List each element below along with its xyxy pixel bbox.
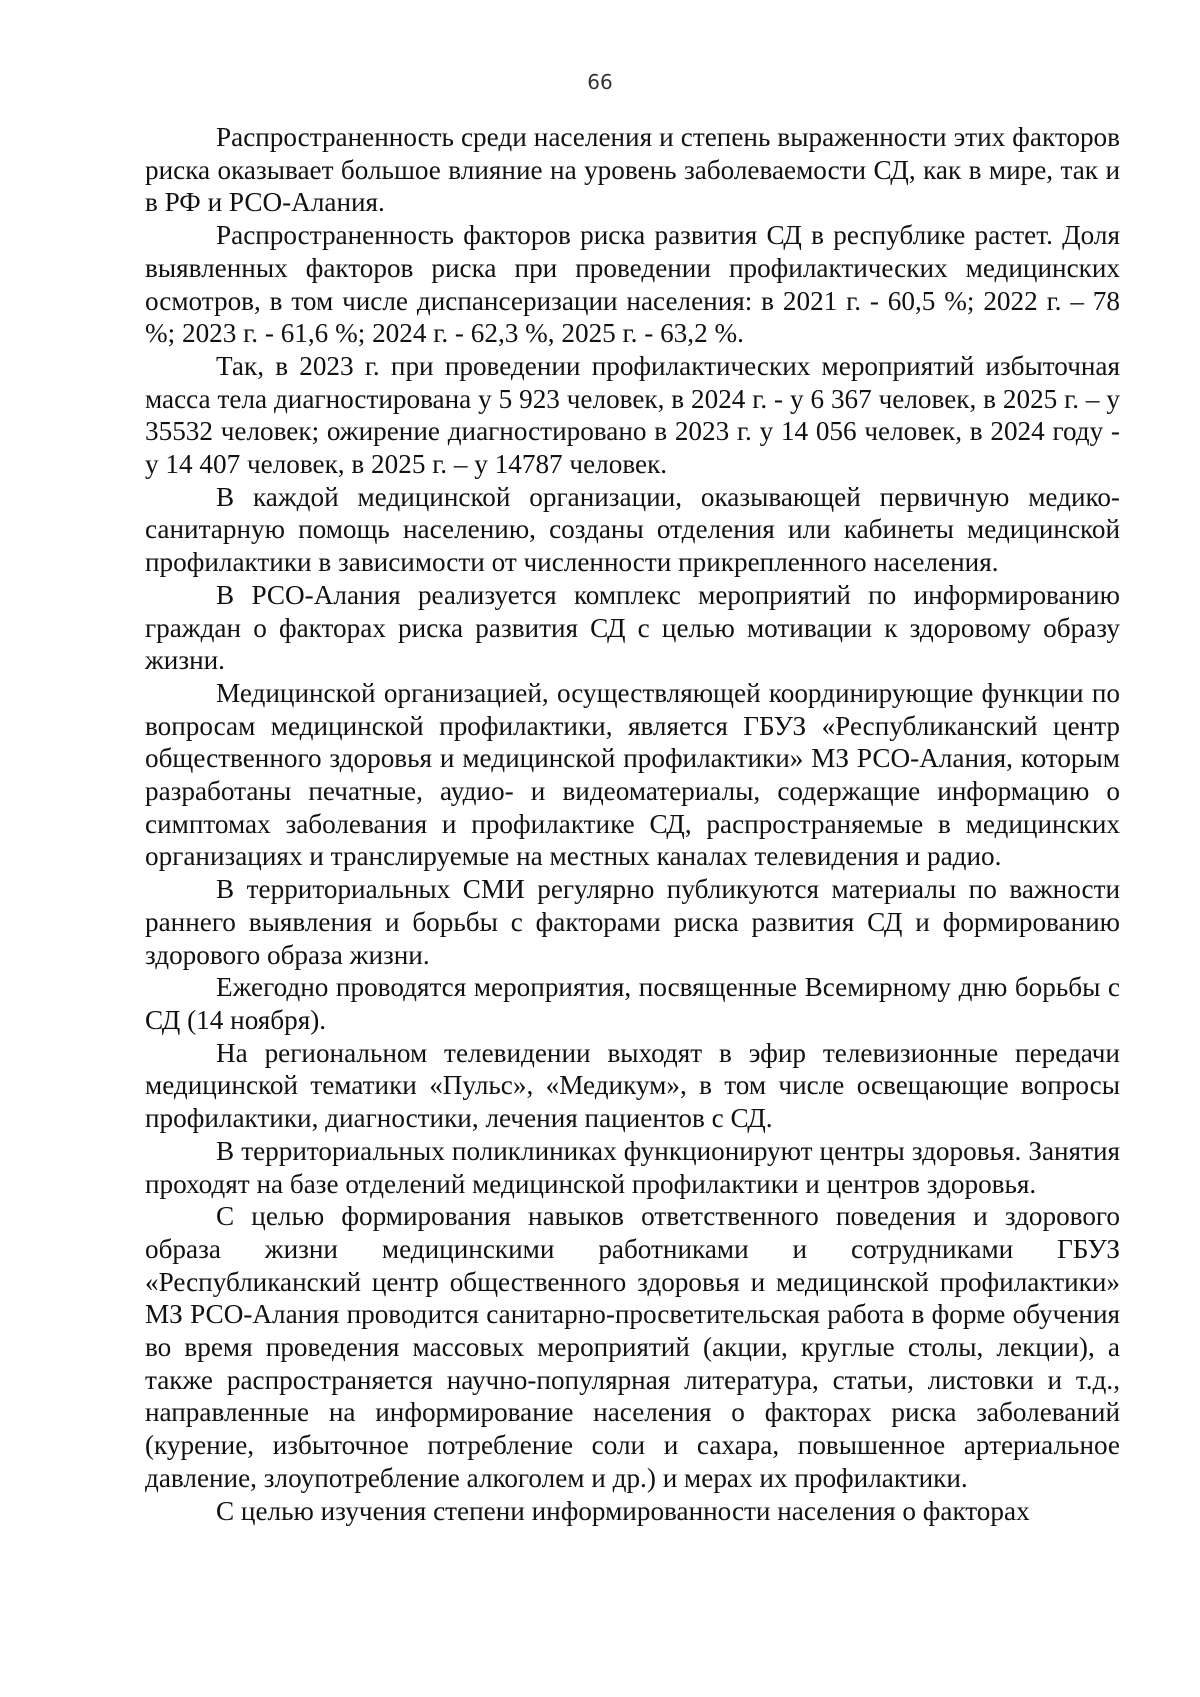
- paragraph-5: В РСО-Алания реализуется комплекс мероприятий по информированию граждан о факторах риска развития СД с целью мотивации к здоровому образу жизни.: [145, 579, 1120, 676]
- paragraph-11: С целью формирования навыков ответственного поведения и здорового образа жизни медицинскими работниками и сотрудниками ГБУЗ «Республиканский центр общественного здоровья и медицинской профилактики» МЗ РСО-Алания проводится санитарно-просветительская работа в форме обучения во время проведения массовых мероприятий (акции, круглые столы, лекции), а также распространяется научно-популярная литература, статьи, листовки и т.д., направленные на информирование населения о факторах риска заболеваний (курение, избыточное потребление соли и сахара, повышенное артериальное давление, злоупотребление алкоголем и др.) и мерах их профилактики.: [145, 1201, 1120, 1493]
- paragraph-1: Распространенность среди населения и степень выраженности этих факторов риска оказывает большое влияние на уровень заболеваемости СД, как в мире, так и в РФ и РСО-Алания.: [145, 122, 1120, 218]
- page-number: 66: [587, 70, 613, 94]
- paragraph-2: Распространенность факторов риска развития СД в республике растет. Доля выявленных факторов риска при проведении профилактических медицинских осмотров, в том числе диспансеризации населения: в 2021 г. - 60,5 %; 2022 г. – 78 %; 2023 г. - 61,6 %; 2024 г. - 62,3 %, 2025 г. - 63,2 %.: [145, 220, 1120, 349]
- paragraph-9: На региональном телевидении выходят в эфир телевизионные передачи медицинской тематики «Пульс», «Медикум», в том числе освещающие вопросы профилактики, диагностики, лечения пациентов с СД.: [145, 1037, 1120, 1134]
- paragraph-4: В каждой медицинской организации, оказывающей первичную медико-санитарную помощь населению, созданы отделения или кабинеты медицинской профилактики в зависимости от численности прикрепленного населения.: [145, 481, 1120, 578]
- paragraph-10: В территориальных поликлиниках функционируют центры здоровья. Занятия проходят на базе отделений медицинской профилактики и центров здоровья.: [145, 1135, 1120, 1199]
- paragraph-7: В территориальных СМИ регулярно публикуются материалы по важности раннего выявления и борьбы с факторами риска развития СД и формированию здорового образа жизни.: [145, 874, 1120, 970]
- paragraph-3: Так, в 2023 г. при проведении профилактических мероприятий избыточная масса тела диагностирована у 5 923 человек, в 2024 г. - у 6 367 человек, в 2025 г. – у 35532 человек; ожирение диагностировано в 2023 г. у 14 056 человек, в 2024 году - у 14 407 человек, в 2025 г. – у 14787 человек.: [145, 350, 1120, 480]
- paragraph-6: Медицинской организацией, осуществляющей координирующие функции по вопросам медицинской профилактики, является ГБУЗ «Республиканский центр общественного здоровья и медицинской профилактики» МЗ РСО-Алания, которым разработаны печатные, аудио- и видеоматериалы, содержащие информацию о симптомах заболевания и профилактике СД, распространяемые в медицинских организациях и транслируемые на местных каналах телевидения и радио.: [145, 677, 1120, 872]
- paragraph-8: Ежегодно проводятся мероприятия, посвященные Всемирному дню борьбы с СД (14 ноября).: [145, 972, 1120, 1035]
- paragraph-12: С целью изучения степени информированности населения о факторах: [216, 1495, 1030, 1526]
- body-text: [145, 121, 1120, 1527]
